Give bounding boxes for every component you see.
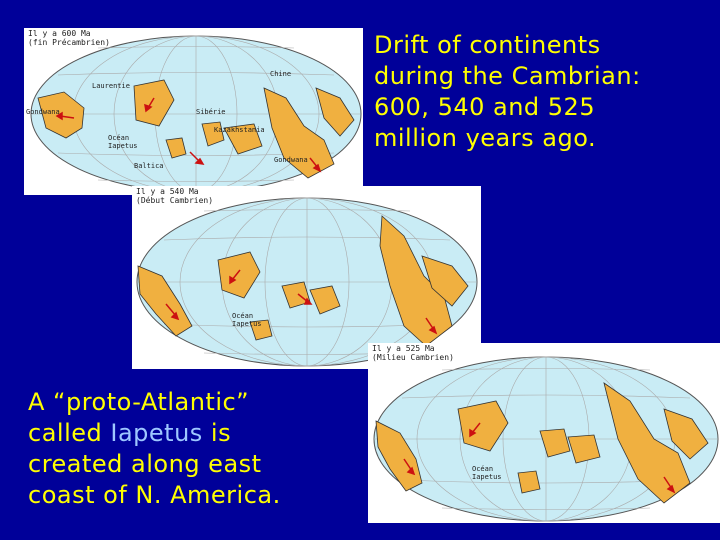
map-525ma-caption-line-2: (Milieu Cambrien) [372, 353, 454, 362]
map-600ma-caption-line-1: Il y a 600 Ma [28, 29, 91, 38]
label-iapetus: Iapetus [108, 142, 138, 150]
map-600ma-graphic [24, 28, 363, 195]
label-ocean: Océan [108, 134, 130, 142]
label-ocean-540: Océan [232, 312, 254, 320]
map-525ma-caption [372, 344, 454, 362]
label-gondwana-left: Gondwana [26, 108, 60, 116]
label-iapetus-525: Iapetus [472, 473, 502, 481]
iapetus-description [28, 387, 358, 511]
map-600ma-caption [28, 29, 110, 47]
slide-title [374, 30, 714, 154]
map-525ma-graphic [368, 343, 720, 523]
description-line-2-prefix: called [28, 419, 111, 447]
label-kazakhstania: Kazakhstania [214, 126, 265, 134]
title-line-2: during the Cambrian: [374, 62, 641, 90]
title-line-4: million years ago. [374, 124, 597, 152]
description-line-3: created along east [28, 450, 262, 478]
description-line-1: A “proto-Atlantic” [28, 388, 250, 416]
label-baltica: Baltica [134, 162, 164, 170]
map-540ma-caption [136, 187, 213, 205]
description-line-2-suffix: is [202, 419, 232, 447]
label-chine: Chine [270, 70, 292, 78]
label-siberie: Sibérie [196, 108, 226, 116]
map-540ma [132, 186, 481, 369]
map-540ma-graphic [132, 186, 481, 369]
description-line-4: coast of N. America. [28, 481, 281, 509]
map-525ma [368, 343, 720, 523]
label-iapetus-540: Iapetus [232, 320, 262, 328]
label-gondwana-right: Gondwana [274, 156, 308, 164]
map-525ma-caption-line-1: Il y a 525 Ma [372, 344, 435, 353]
iapetus-highlight: Iapetus [110, 419, 203, 447]
title-line-1: Drift of continents [374, 31, 601, 59]
description-line-2 [28, 418, 358, 449]
map-600ma-caption-line-2: (fin Précambrien) [28, 38, 110, 47]
map-540ma-caption-line-1: Il y a 540 Ma [136, 187, 199, 196]
map-540ma-caption-line-2: (Début Cambrien) [136, 196, 214, 205]
label-laurentie: Laurentie [92, 82, 130, 90]
map-600ma [24, 28, 363, 195]
label-ocean-525: Océan [472, 465, 494, 473]
title-line-3: 600, 540 and 525 [374, 93, 596, 121]
